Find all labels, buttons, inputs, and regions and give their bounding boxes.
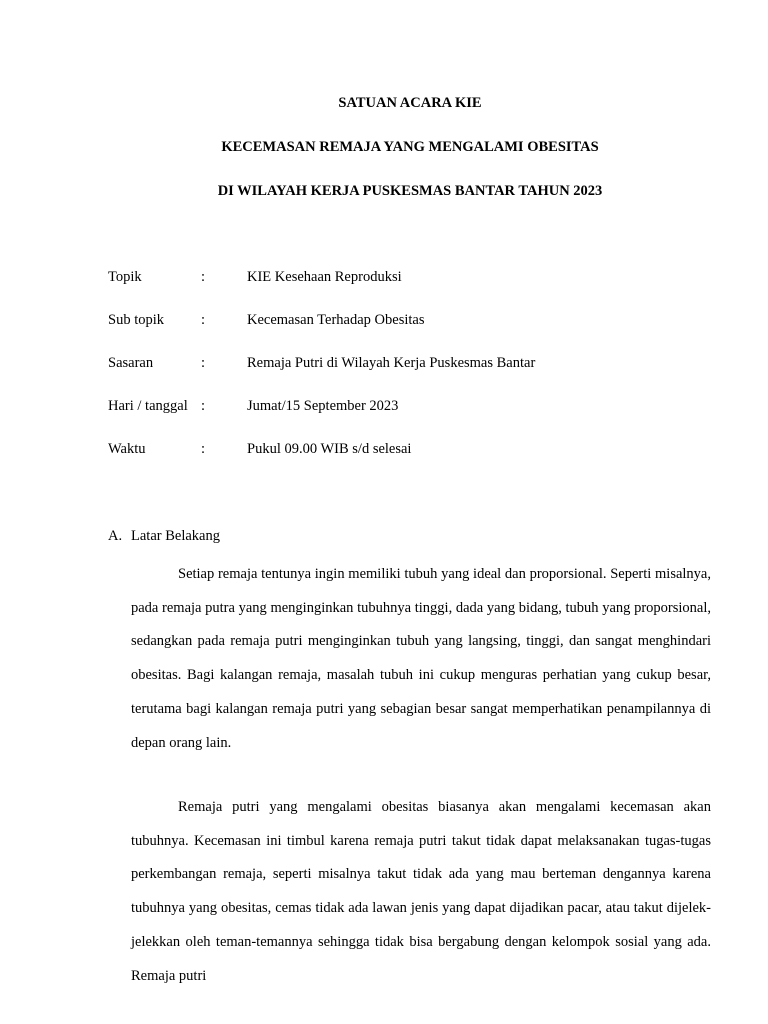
meta-value: Pukul 09.00 WIB s/d selesai xyxy=(247,441,412,457)
meta-label: Topik xyxy=(108,269,142,285)
section-letter: A. xyxy=(108,528,123,544)
meta-colon: : xyxy=(201,355,206,371)
meta-value: KIE Kesehaan Reproduksi xyxy=(247,269,402,285)
meta-row-topik xyxy=(108,269,728,289)
meta-row-waktu xyxy=(108,441,728,461)
meta-value: Jumat/15 September 2023 xyxy=(247,398,399,414)
meta-colon: : xyxy=(201,269,206,285)
meta-label: Hari / tanggal xyxy=(108,398,188,414)
meta-value: Kecemasan Terhadap Obesitas xyxy=(247,312,425,328)
meta-label: Waktu xyxy=(108,441,146,457)
meta-label: Sub topik xyxy=(108,312,164,328)
meta-row-hari-tanggal xyxy=(108,398,728,418)
meta-value: Remaja Putri di Wilayah Kerja Puskesmas Bantar xyxy=(247,355,536,371)
meta-row-sub-topik xyxy=(108,312,728,332)
meta-colon: : xyxy=(201,398,206,414)
document-subtitle: KECEMASAN REMAJA YANG MENGALAMI OBESITAS xyxy=(221,139,599,155)
document-subtitle-location: DI WILAYAH KERJA PUSKESMAS BANTAR TAHUN 2023 xyxy=(217,183,603,199)
meta-row-sasaran xyxy=(108,355,728,375)
paragraph: Remaja putri yang mengalami obesitas biasanya akan mengalami kecemasan akan tubuhnya. Kecemasan ini timbul karena remaja putri takut tidak dapat melaksanakan tugas-tugas perkembangan remaja, seperti misalnya takut tidak ada yang mau berteman dengannya karena tubuhnya yang obesitas, cemas tidak ada lawan jenis yang dapat dijadikan pacar, atau takut dijelek-jelekkan oleh teman-temannya sehingga tidak bisa bergabung dengan kelompok sosial yang ada. Remaja putri xyxy=(131,799,711,984)
section-title: Latar Belakang xyxy=(131,528,220,544)
document-title: SATUAN ACARA KIE xyxy=(338,95,482,111)
meta-colon: : xyxy=(201,312,206,328)
meta-colon: : xyxy=(201,441,206,457)
meta-label: Sasaran xyxy=(108,355,154,371)
paragraph: Setiap remaja tentunya ingin memiliki tubuh yang ideal dan proporsional. Seperti misalnya, pada remaja putra yang menginginkan tubuhnya tinggi, dada yang bidang, tubuh yang proporsional, sedangkan pada remaja putri menginginkan tubuh yang langsing, tinggi, dan sangat menghindari obesitas. Bagi kalangan remaja, masalah tubuh ini cukup menguras perhatian yang cukup besar, terutama bagi kalangan remaja putri yang sebagian besar sangat memperhatikan penampilannya di depan orang lain. xyxy=(131,566,711,751)
